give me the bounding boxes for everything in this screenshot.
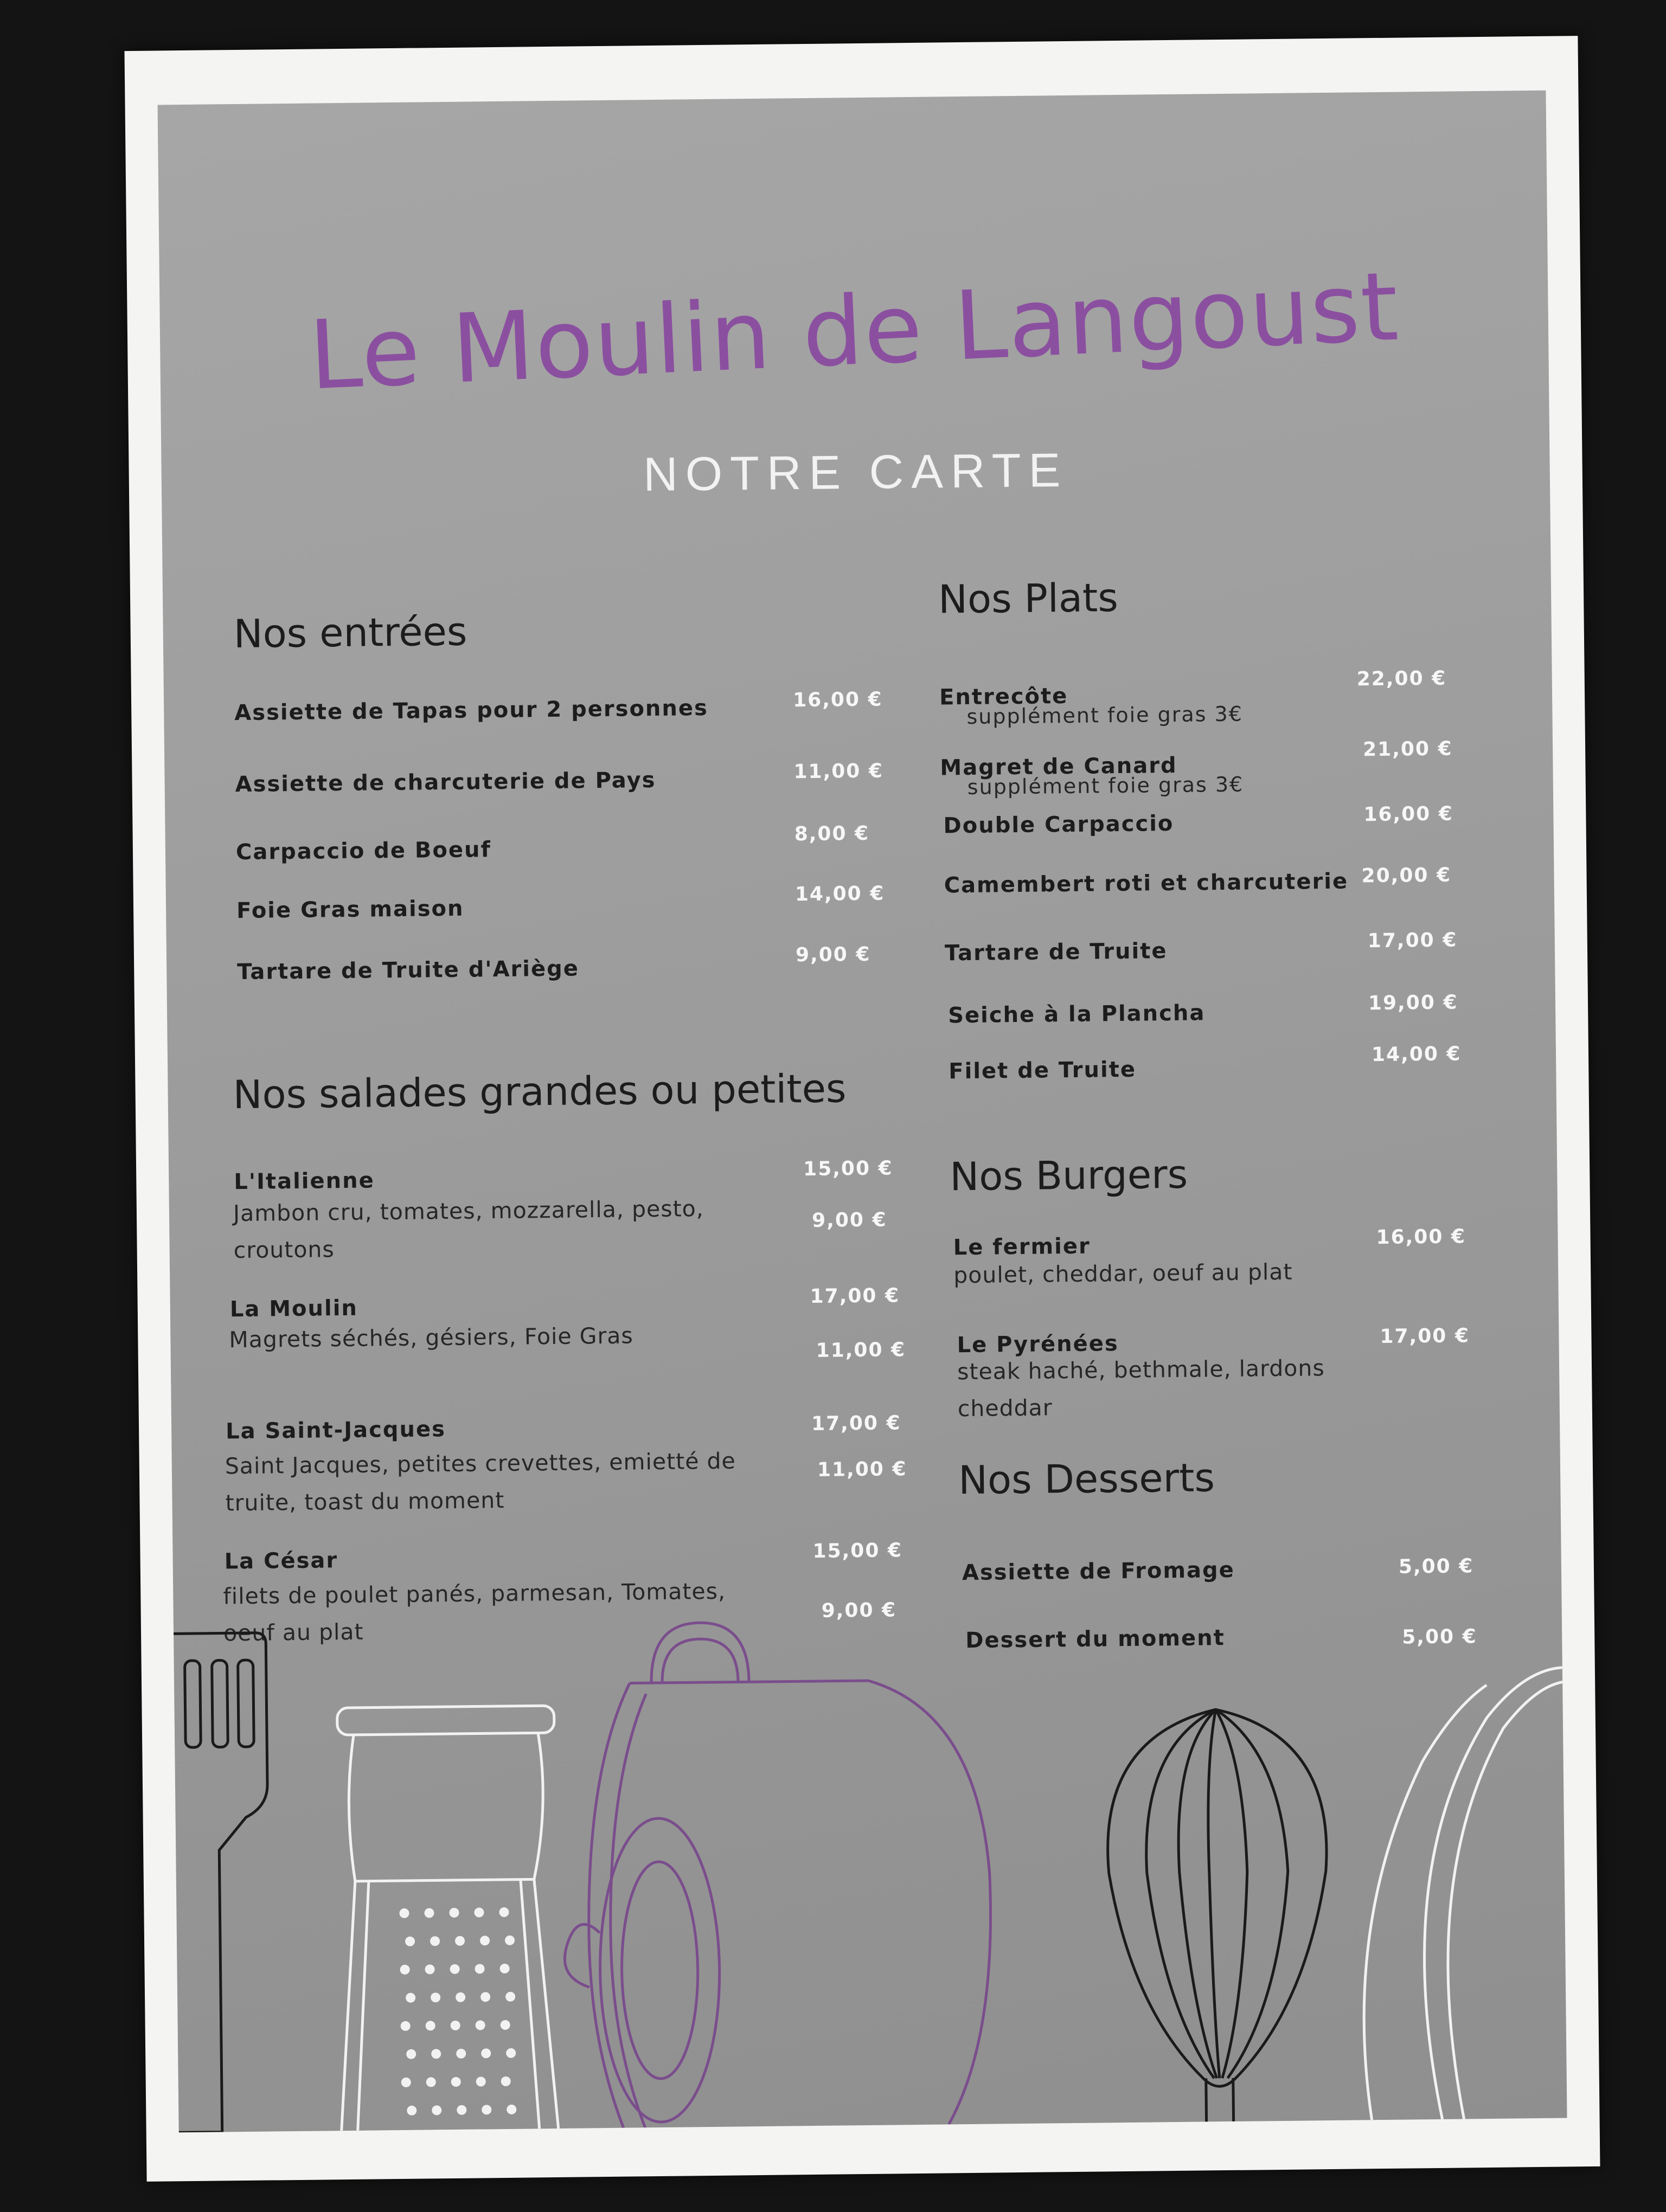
burger-description: steak haché, bethmale, lardons cheddar	[957, 1355, 1325, 1422]
grater-hole	[425, 1964, 434, 1974]
grater-hole	[480, 1935, 490, 1945]
grater-hole	[405, 1937, 415, 1946]
mixing-bowl-icon	[1360, 1667, 1567, 2120]
grater-hole	[474, 1907, 484, 1917]
grater-hole	[431, 2049, 441, 2059]
desserts-heading: Nos Desserts	[958, 1455, 1215, 1503]
salade-description: Jambon cru, tomates, mozzarella, pesto, croutons	[233, 1195, 704, 1264]
plat-price: 16,00 €	[1363, 802, 1454, 826]
grater-hole	[406, 2049, 416, 2059]
grater-hole	[499, 1964, 509, 1973]
grater-hole	[456, 2049, 466, 2059]
dessert-price: 5,00 €	[1398, 1555, 1474, 1578]
plat-price: 20,00 €	[1361, 864, 1452, 888]
entree-name: Foie Gras maison	[236, 896, 464, 924]
salade-price-small: 9,00 €	[811, 1208, 887, 1232]
whisk-icon	[1106, 1708, 1329, 2123]
grater-hole	[426, 2021, 435, 2030]
grater-hole	[431, 1992, 440, 2002]
salades-heading: Nos salades grandes ou petites	[233, 1065, 847, 1118]
grater-hole	[451, 2021, 460, 2030]
grater-hole	[406, 1993, 415, 2003]
grater-hole	[476, 2076, 486, 2086]
grater-hole	[399, 1908, 409, 1918]
entree-price: 11,00 €	[793, 760, 884, 783]
plats-heading: Nos Plats	[938, 575, 1119, 622]
dessert-name: Dessert du moment	[965, 1625, 1225, 1654]
grater-hole	[480, 1992, 490, 2002]
plat-price: 21,00 €	[1362, 737, 1453, 761]
burger-name: Le fermier	[953, 1233, 1091, 1261]
grater-hole	[507, 2105, 516, 2114]
salade-description: Magrets séchés, gésiers, Foie Gras	[229, 1322, 634, 1353]
salade-price-small: 9,00 €	[821, 1599, 897, 1622]
menu-subtitle: NOTRE CARTE	[643, 442, 1068, 501]
grater-hole	[505, 1935, 515, 1945]
grater-hole	[455, 1936, 465, 1946]
entree-name: Tartare de Truite d'Ariège	[237, 956, 580, 985]
plat-price: 22,00 €	[1356, 667, 1447, 691]
grater-hole	[506, 2048, 516, 2058]
plat-supplement: supplément foie gras 3€	[967, 772, 1244, 799]
grater-hole	[401, 2021, 411, 2031]
grater-hole	[456, 1992, 465, 2002]
entree-price: 8,00 €	[794, 822, 870, 846]
grater-hole	[432, 2105, 441, 2115]
plat-name: Magret de Canard	[940, 753, 1177, 781]
entree-name: Assiette de charcuterie de Pays	[235, 767, 656, 798]
entree-price: 16,00 €	[792, 688, 883, 712]
entree-name: Assiette de Tapas pour 2 personnes	[234, 695, 709, 726]
grater-hole	[482, 2105, 491, 2114]
plat-price: 19,00 €	[1368, 991, 1458, 1015]
salade-price-large: 17,00 €	[810, 1284, 900, 1308]
salade-price-large: 15,00 €	[812, 1539, 903, 1563]
grater-icon	[337, 1706, 559, 2131]
kitchen-utensils-illustration	[172, 1489, 1567, 2133]
salade-price-small: 11,00 €	[816, 1339, 906, 1362]
grater-hole	[449, 1908, 459, 1918]
grater-hole	[407, 2106, 416, 2115]
burger-price: 17,00 €	[1380, 1324, 1470, 1348]
plat-name: Camembert roti et charcuterie	[944, 869, 1349, 898]
salade-name: La Moulin	[229, 1295, 358, 1322]
grater-hole	[481, 2048, 491, 2058]
salade-description: filets de poulet panés, parmesan, Tomates, oeuf au plat	[223, 1578, 726, 1647]
salade-name: La César	[224, 1548, 338, 1574]
grater-hole	[501, 2076, 511, 2086]
grater-hole	[476, 2020, 485, 2030]
entree-price: 9,00 €	[795, 943, 871, 967]
salade-name: La Saint-Jacques	[225, 1417, 446, 1444]
menu-sheet	[124, 36, 1600, 2182]
salade-description: Saint Jacques, petites crevettes, emietté de truite, toast du moment	[225, 1448, 736, 1516]
grater-hole	[426, 2077, 436, 2087]
plat-name: Seiche à la Plancha	[947, 1000, 1206, 1028]
menu-card	[158, 91, 1567, 2133]
grater-hole	[400, 1965, 409, 1975]
dessert-name: Assiette de Fromage	[962, 1557, 1235, 1586]
dessert-price: 5,00 €	[1402, 1625, 1477, 1649]
grater-hole	[450, 1964, 459, 1974]
entrees-heading: Nos entrées	[233, 608, 467, 657]
plat-price: 17,00 €	[1367, 929, 1458, 953]
plat-name: Double Carpaccio	[943, 811, 1174, 839]
burgers-heading: Nos Burgers	[949, 1151, 1188, 1200]
grater-hole	[457, 2105, 466, 2115]
entree-name: Carpaccio de Boeuf	[235, 837, 492, 865]
salade-price-large: 17,00 €	[811, 1412, 901, 1436]
plat-price: 14,00 €	[1371, 1043, 1462, 1066]
burger-description: poulet, cheddar, oeuf au plat	[953, 1258, 1293, 1289]
salade-price-small: 11,00 €	[817, 1458, 907, 1481]
burger-name: Le Pyrénées	[957, 1331, 1119, 1358]
grater-hole	[451, 2077, 461, 2087]
cooking-pot-icon	[561, 1620, 993, 2129]
spatula-icon	[172, 1633, 271, 2133]
grater-hole	[499, 1907, 509, 1917]
grater-hole	[505, 1992, 515, 2002]
plat-name: Tartare de Truite	[944, 938, 1168, 966]
grater-hole	[430, 1936, 440, 1946]
grater-hole	[475, 1964, 484, 1973]
grater-hole	[424, 1908, 434, 1918]
salade-price-large: 15,00 €	[803, 1157, 893, 1181]
salade-name: L'Italienne	[234, 1168, 375, 1195]
entree-price: 14,00 €	[794, 882, 885, 906]
burger-price: 16,00 €	[1376, 1225, 1466, 1249]
restaurant-title: Le Moulin de Langoust	[306, 252, 1402, 411]
plat-name: Entrecôte	[939, 683, 1068, 710]
plat-supplement: supplément foie gras 3€	[966, 702, 1244, 729]
grater-hole	[501, 2020, 510, 2030]
plat-name: Filet de Truite	[949, 1057, 1137, 1084]
grater-hole	[401, 2078, 411, 2087]
